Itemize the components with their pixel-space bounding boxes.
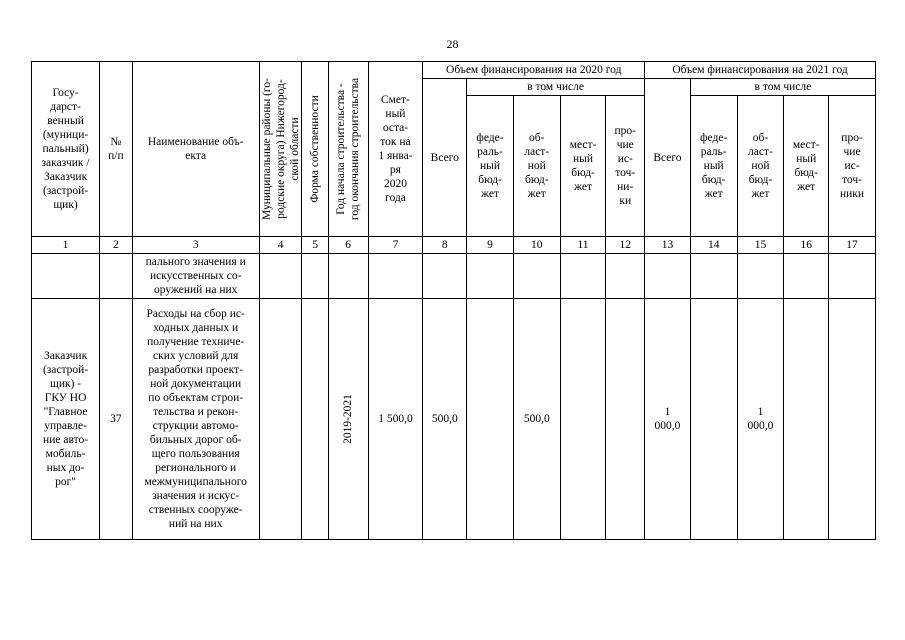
column-number: 5 <box>302 237 328 254</box>
header-regional-2021: об- ласт- ной бюд- жет <box>737 96 784 237</box>
column-number: 13 <box>645 237 691 254</box>
header-federal-2021: феде- раль- ный бюд- жет <box>690 96 737 237</box>
cell-federal-2020 <box>467 254 514 299</box>
header-fin-2020: Объем финансирования на 2020 год <box>423 62 645 79</box>
header-local-2020: мест- ный бюд- жет <box>560 96 606 237</box>
cell-customer: Заказчик (застрой- щик) - ГКУ НО "Главное управле- ние авто- мобиль- ных до- рог" <box>32 299 100 540</box>
cell-num: 37 <box>100 299 133 540</box>
cell-other-2020 <box>606 254 645 299</box>
cell-years <box>328 254 368 299</box>
page-number: 28 <box>446 37 459 51</box>
cell-num <box>100 254 133 299</box>
cell-other-2020 <box>606 299 645 540</box>
cell-object: пального значения и искусственных со- оружений на них <box>132 254 259 299</box>
cell-district <box>259 254 302 299</box>
header-federal-2020: феде- раль- ный бюд- жет <box>467 96 514 237</box>
header-districts: Муниципальные районы (го- родские округа) Нижегород- ской области <box>259 62 302 237</box>
cell-local-2020 <box>560 299 606 540</box>
table-row <box>32 254 876 299</box>
column-number: 11 <box>560 237 606 254</box>
header-other-2020: про- чие ис- точ- ни- ки <box>606 96 645 237</box>
header-regional-2020: об- ласт- ной бюд- жет <box>513 96 560 237</box>
header-years: Год начала строительства - год окончания строительства <box>328 62 368 237</box>
cell-years: 2019-2021 <box>328 299 368 540</box>
header-including-2020: в том числе <box>467 79 645 96</box>
column-number: 14 <box>690 237 737 254</box>
column-number: 3 <box>132 237 259 254</box>
cell-total-2020 <box>423 254 467 299</box>
cell-local-2021 <box>784 299 829 540</box>
header-other-2021: про- чие ис- точ- ники <box>829 96 876 237</box>
header-customer: Госу- дарст- венный (муници- пальный) заказчик / Заказчик (застрой- щик) <box>32 62 100 237</box>
column-number: 12 <box>606 237 645 254</box>
cell-federal-2021 <box>690 299 737 540</box>
header-fin-2021: Объем финансирования на 2021 год <box>645 62 876 79</box>
cell-balance <box>368 254 423 299</box>
header-balance: Смет- ный оста- ток на 1 янва- ря 2020 года <box>368 62 423 237</box>
cell-ownership <box>302 299 328 540</box>
header-local-2021: мест- ный бюд- жет <box>784 96 829 237</box>
header-including-2021: в том числе <box>690 79 875 96</box>
header-object-name: Наименование объ- екта <box>132 62 259 237</box>
cell-federal-2020 <box>467 299 514 540</box>
cell-total-2021 <box>645 254 691 299</box>
column-number: 9 <box>467 237 514 254</box>
column-number-row <box>32 237 876 254</box>
header-ownership: Форма собственности <box>302 62 328 237</box>
column-number: 8 <box>423 237 467 254</box>
cell-regional-2020 <box>513 254 560 299</box>
cell-other-2021 <box>829 299 876 540</box>
cell-customer <box>32 254 100 299</box>
cell-object: Расходы на сбор ис- ходных данных и получение техниче- ских условий для разработки проект- ной документации по объектам строи- тельства и рекон- струкции автомо- бильных дорог об- щего пользования регионального и межмуниципального значения и искус- ственных сооруже- ний на них <box>132 299 259 540</box>
column-number: 2 <box>100 237 133 254</box>
header-num: № п/п <box>100 62 133 237</box>
cell-other-2021 <box>829 254 876 299</box>
cell-local-2020 <box>560 254 606 299</box>
table-row <box>32 299 876 540</box>
header-total-2020: Всего <box>423 79 467 237</box>
column-number: 17 <box>829 237 876 254</box>
cell-balance: 1 500,0 <box>368 299 423 540</box>
cell-regional-2021: 1 000,0 <box>737 299 784 540</box>
column-number: 16 <box>784 237 829 254</box>
header-total-2021: Всего <box>645 79 691 237</box>
cell-district <box>259 299 302 540</box>
column-number: 7 <box>368 237 423 254</box>
cell-total-2021: 1 000,0 <box>645 299 691 540</box>
cell-total-2020: 500,0 <box>423 299 467 540</box>
column-number: 1 <box>32 237 100 254</box>
cell-local-2021 <box>784 254 829 299</box>
cell-regional-2020: 500,0 <box>513 299 560 540</box>
column-number: 10 <box>513 237 560 254</box>
cell-ownership <box>302 254 328 299</box>
column-number: 6 <box>328 237 368 254</box>
cell-regional-2021 <box>737 254 784 299</box>
column-number: 4 <box>259 237 302 254</box>
column-number: 15 <box>737 237 784 254</box>
cell-federal-2021 <box>690 254 737 299</box>
financing-table <box>31 61 876 540</box>
